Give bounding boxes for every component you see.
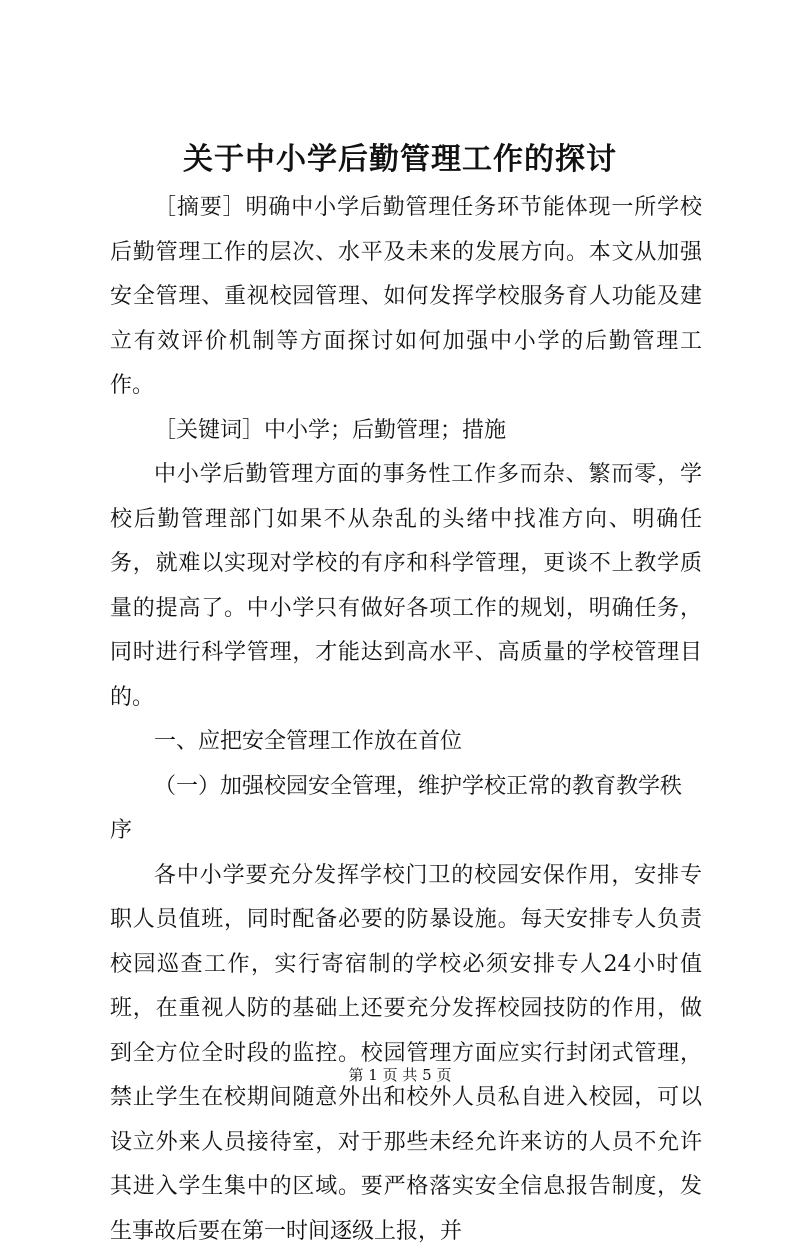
document-title: 关于中小学后勤管理工作的探讨 <box>0 140 800 180</box>
subsection-heading: （一）加强校园安全管理，维护学校正常的教育教学秩序 <box>110 765 702 854</box>
abstract-paragraph: ［摘要］明确中小学后勤管理任务环节能体现一所学校后勤管理工作的层次、水平及未来的发展方向。本文从加强安全管理、重视校园管理、如何发挥学校服务育人功能及建立有效评价机制等方面探讨如何加强中小学的后勤管理工作。 <box>110 186 702 409</box>
body-paragraph: 各中小学要充分发挥学校门卫的校园安保作用，安排专职人员值班，同时配备必要的防暴设施。每天安排专人负责校园巡查工作，实行寄宿制的学校必须安排专人24小时值班，在重视人防的基础上还要充分发挥校园技防的作用，做到全方位全时段的监控。校园管理方面应实行封闭式管理，禁止学生在校期间随意外出和校外人员私自进入校园，可以设立外来人员接待室，对于那些未经允许来访的人员不允许其进入学生集中的区域。要严格落实安全信息报告制度，发生事故后要在第一时间逐级上报，并 <box>110 854 702 1254</box>
document-body <box>110 186 702 1254</box>
intro-paragraph: 中小学后勤管理方面的事务性工作多而杂、繁而零，学校后勤管理部门如果不从杂乱的头绪中找准方向、明确任务，就难以实现对学校的有序和科学管理，更谈不上教学质量的提高了。中小学只有做好各项工作的规划，明确任务，同时进行科学管理，才能达到高水平、高质量的学校管理目的。 <box>110 453 702 720</box>
keywords-paragraph: ［关键词］中小学；后勤管理；措施 <box>110 409 702 454</box>
section-heading: 一、应把安全管理工作放在首位 <box>110 720 702 765</box>
page-footer: 第 1 页 共 5 页 <box>0 1065 800 1085</box>
